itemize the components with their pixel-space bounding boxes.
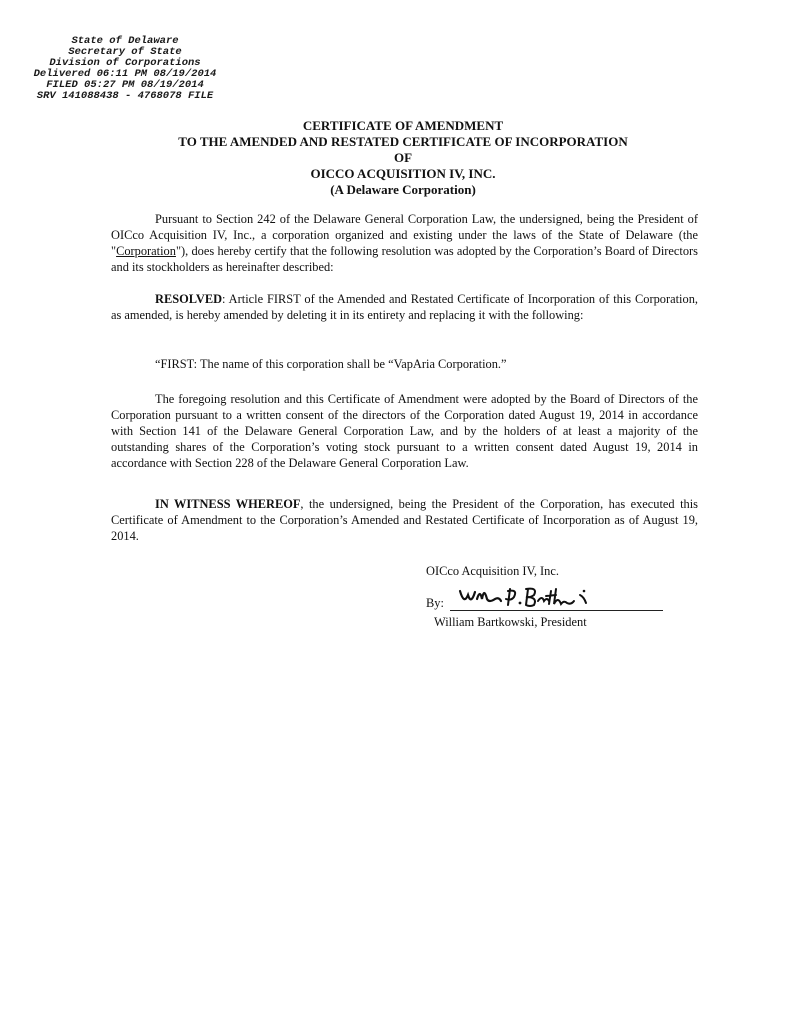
title-line-2: TO THE AMENDED AND RESTATED CERTIFICATE OF INCORPORATION <box>178 134 628 149</box>
title-line-5: (A Delaware Corporation) <box>330 182 476 197</box>
witness-label: IN WITNESS WHEREOF <box>155 497 301 511</box>
by-label: By: <box>426 596 444 610</box>
witness-text: , the undersigned, being the President of the Corporation, has executed this Certificate of Amendment to the Corporation’s Amended and Restated Certificate of Incorporation as of August 19, 2014. <box>111 497 698 543</box>
signature-block <box>426 563 686 630</box>
handwritten-signature <box>456 583 606 609</box>
company-name: OICco Acquisition IV, Inc. <box>426 564 559 578</box>
article-first-text: “FIRST: The name of this corporation shall be “VapAria Corporation.” <box>155 357 507 371</box>
stamp-line: Division of Corporations <box>49 57 201 69</box>
signature-line <box>450 610 663 611</box>
signature-row <box>426 585 686 613</box>
resolution-paragraph <box>111 291 698 323</box>
defined-term: Corporation <box>116 244 176 258</box>
preamble-paragraph <box>111 211 698 275</box>
preamble-text-a: Pursuant to Section 242 of the Delaware General Corporation Law, the undersigned, being the President of OICco Acquisition IV, Inc., a corporation organized and existing under the laws of the State of Delaware (the " <box>111 212 698 258</box>
resolved-label: RESOLVED <box>155 292 223 306</box>
stamp-line: State of Delaware <box>71 35 179 47</box>
title-line-3: OF <box>393 150 413 165</box>
stamp-line: FILED 05:27 PM 08/19/2014 <box>46 79 204 91</box>
title-line-1: CERTIFICATE OF AMENDMENT <box>302 118 504 133</box>
signer-name: William Bartkowski, President <box>434 615 587 629</box>
document-title <box>100 118 706 198</box>
witness-paragraph <box>111 496 698 544</box>
stamp-line: SRV 141088438 - 4768078 FILE <box>36 90 214 102</box>
adoption-text: The foregoing resolution and this Certificate of Amendment were adopted by the Board of Directors of the Corporation pursuant to a written consent of the directors of the Corporation dated August 19, 2014 in accordance with Section 141 of the Delaware General Corporation Law, and by the holders of at least a majority of the outstanding shares of the Corporation’s voting stock pursuant to a written consent dated August 19, 2014 in accordance with Section 228 of the Delaware General Corporation Law. <box>111 392 698 470</box>
stamp-line: Delivered 06:11 PM 08/19/2014 <box>33 68 217 80</box>
resolution-text: : Article FIRST of the Amended and Restated Certificate of Incorporation of this Corporation, as amended, is hereby amended by deleting it in its entirety and replacing it with the following: <box>111 292 698 322</box>
title-line-4: OICCO ACQUISITION IV, INC. <box>310 166 496 181</box>
preamble-text-b: "), does hereby certify that the following resolution was adopted by the Corporation’s Board of Directors and its stockholders as hereinafter described: <box>111 244 698 274</box>
filing-stamp <box>20 36 230 102</box>
adoption-paragraph <box>111 391 698 471</box>
stamp-line: Secretary of State <box>68 46 182 58</box>
